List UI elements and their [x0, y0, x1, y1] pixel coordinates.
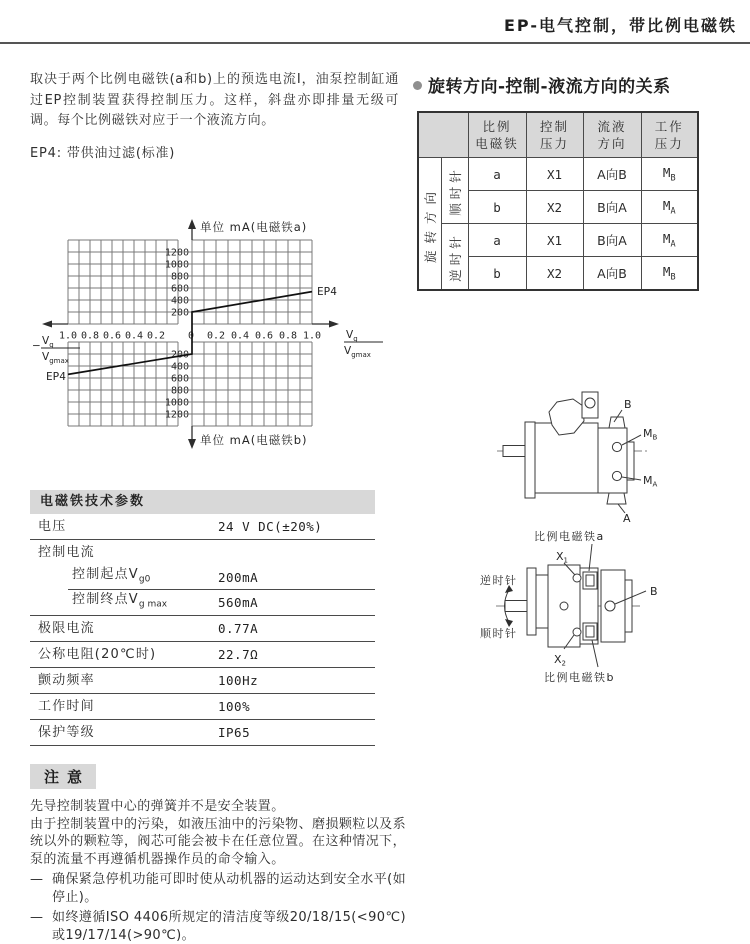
cell-control: X2	[526, 257, 583, 291]
cell-solenoid: b	[468, 191, 526, 224]
corner-cell	[418, 112, 468, 158]
port-b-label: B	[624, 398, 632, 411]
col-header-flow-direction: 流液 方向	[583, 112, 641, 158]
param-value: 100Hz	[218, 673, 259, 688]
intro-paragraph: 取决于两个比例电磁铁(a和b)上的预选电流I，油泵控制缸通过EP控制装置获得控制压力。这样，斜盘亦即排量无级可调。每个比例磁铁对应于一个液流方向。	[30, 72, 399, 128]
flow-direction-heading: 旋转方向-控制-液流方向的关系	[413, 72, 671, 97]
x-tick-label: 0.4	[124, 330, 144, 342]
x-tick-label: 0.8	[278, 330, 298, 342]
param-value: 100%	[218, 699, 251, 714]
notice-title: 注意	[30, 764, 96, 789]
cell-control: X2	[526, 191, 583, 224]
param-row	[30, 540, 375, 565]
port-b-label: B	[650, 585, 658, 598]
cell-work: $M_A$	[641, 191, 698, 224]
curve-label-ep4-a: EP4	[317, 285, 337, 298]
x-tick-label: 0.8	[80, 330, 100, 342]
notice-item-1: — 确保紧急停机功能可即时使从动机器的运动达到安全水平(如停止)。	[30, 872, 406, 905]
param-value: 560mA	[218, 595, 259, 610]
left-arrow-icon	[42, 321, 52, 328]
ccw-label: 逆时针	[480, 574, 518, 587]
up-arrow-icon	[188, 219, 196, 229]
x-tick-label: 1.0	[302, 330, 322, 342]
y-tick-label: 1000	[164, 259, 189, 271]
cell-flow: A向B	[583, 158, 641, 191]
y-axis-caption-b: 单位 mA(电磁铁b)	[200, 433, 308, 447]
cell-flow: B向A	[583, 191, 641, 224]
cw-label: 顺时针	[480, 627, 518, 640]
chart-ticks	[59, 248, 321, 421]
flow-direction-table	[417, 111, 699, 291]
ep-current-chart	[32, 218, 384, 457]
y-axis-caption-a: 单位 mA(电磁铁a)	[200, 220, 308, 234]
param-label: 保护等级	[38, 725, 95, 740]
dash-icon: —	[30, 872, 44, 887]
cell-solenoid: a	[468, 224, 526, 257]
y-tick-label: 1200	[164, 409, 189, 421]
x-tick-zero: 0	[187, 330, 195, 342]
title-divider	[0, 42, 750, 44]
param-row	[30, 668, 375, 694]
notice-item-2: — 如终遵循ISO 4406所规定的清洁度等级20/18/15(<90℃)或19/17/14(>90℃)。	[30, 910, 406, 943]
col-header-working-pressure: 工作 压力	[641, 112, 698, 158]
x2-label: $X_2$	[554, 653, 567, 668]
param-label: 公称电阻(20℃时)	[38, 647, 157, 662]
x-tick-label: 0.6	[102, 330, 122, 342]
y-tick-label: 200	[170, 349, 189, 361]
param-row	[30, 616, 375, 642]
param-value: 0.77A	[218, 621, 259, 636]
curve-label-ep4-b: EP4	[46, 370, 66, 383]
right-arrow-icon	[329, 321, 339, 328]
y-tick-label: 400	[170, 295, 189, 307]
pump-side-view-drawing	[495, 385, 710, 531]
dash-icon: —	[30, 910, 44, 925]
clockwise-cell: 顺时针	[441, 158, 468, 224]
x1-label: $X_1$	[556, 550, 569, 565]
param-row	[30, 565, 375, 590]
cell-solenoid: a	[468, 158, 526, 191]
param-value: 200mA	[218, 570, 259, 585]
table-row	[418, 158, 698, 191]
cell-work: $M_A$	[641, 224, 698, 257]
param-label: 颤动频率	[38, 673, 95, 688]
param-label: 电压	[38, 519, 67, 534]
x-tick-label: 1.0	[58, 330, 78, 342]
notice-paragraph-1: 先导控制装置中心的弹簧并不是安全装置。	[30, 799, 285, 814]
params-table-title: 电磁铁技术参数	[30, 490, 375, 514]
x-tick-label: 0.2	[146, 330, 166, 342]
col-header-control-pressure: 控制 压力	[526, 112, 583, 158]
svg-text:−: −	[32, 340, 41, 352]
y-tick-label: 1200	[164, 247, 189, 259]
counterclockwise-cell: 逆时针	[441, 224, 468, 291]
param-label: 工作时间	[38, 699, 95, 714]
cell-flow: B向A	[583, 224, 641, 257]
down-arrow-icon	[188, 439, 196, 449]
port-mb-label: $M_B$	[643, 427, 658, 442]
solenoid-b-label: 比例电磁铁b	[544, 671, 615, 684]
y-tick-label: 800	[170, 385, 189, 397]
param-row	[30, 590, 375, 616]
rotation-direction-cell: 旋转方向	[418, 158, 441, 291]
cell-work: $M_B$	[641, 158, 698, 191]
page-title: EP-电气控制，带比例电磁铁	[503, 16, 737, 35]
y-tick-label: 400	[170, 361, 189, 373]
bullet-icon	[413, 81, 422, 90]
notice-paragraph-2: 由于控制装置中的污染，如液压油中的污染物、磨损颗粒以及系统以外的颗粒等，阀芯可能会被卡在任意位置。在这种情况下，泵的流量不再遵循机器操作员的命令输入。	[30, 816, 406, 867]
param-label: 控制起点$V_{g0}$	[72, 567, 151, 585]
param-row	[30, 720, 375, 746]
param-value: 24 V DC(±20%)	[218, 519, 323, 534]
svg-text:Vgmax: $V_{gmax}$	[42, 351, 69, 365]
svg-text:Vgmax: $V_{gmax}$	[344, 345, 371, 359]
x-tick-label: 0.4	[230, 330, 250, 342]
param-value: 22.7Ω	[218, 647, 259, 662]
solenoid-a-label: 比例电磁铁a	[534, 530, 605, 543]
cell-flow: A向B	[583, 257, 641, 291]
pump-top-view-drawing	[478, 527, 713, 691]
param-value: IP65	[218, 725, 251, 740]
cell-control: X1	[526, 158, 583, 191]
port-ma-label: $M_A$	[643, 474, 658, 489]
param-label: 控制终点$V_{g max}$	[72, 592, 168, 610]
y-tick-label: 600	[170, 283, 189, 295]
col-header-solenoid: 比例 电磁铁	[468, 112, 526, 158]
y-tick-label: 1000	[164, 397, 189, 409]
cell-work: $M_B$	[641, 257, 698, 291]
solenoid-params-table	[30, 490, 375, 746]
y-tick-label: 600	[170, 373, 189, 385]
param-row	[30, 642, 375, 668]
port-a-label: A	[623, 512, 631, 525]
table-row	[418, 224, 698, 257]
x-tick-label: 0.6	[254, 330, 274, 342]
y-tick-label: 800	[170, 271, 189, 283]
param-row	[30, 514, 375, 540]
x-tick-label: 0.2	[206, 330, 226, 342]
param-row	[30, 694, 375, 720]
table-header-row	[418, 112, 698, 158]
param-label: 控制电流	[38, 545, 95, 560]
x-axis-label-right	[344, 329, 383, 359]
notice-section	[30, 764, 406, 944]
param-label: 极限电流	[38, 621, 95, 636]
svg-text:Vg: $V_g$	[42, 335, 54, 349]
ep4-note: EP4: 带供油过滤(标准)	[30, 146, 176, 161]
svg-text:Vg: $V_g$	[346, 329, 358, 343]
cell-solenoid: b	[468, 257, 526, 291]
y-tick-label: 200	[170, 307, 189, 319]
cell-control: X1	[526, 224, 583, 257]
